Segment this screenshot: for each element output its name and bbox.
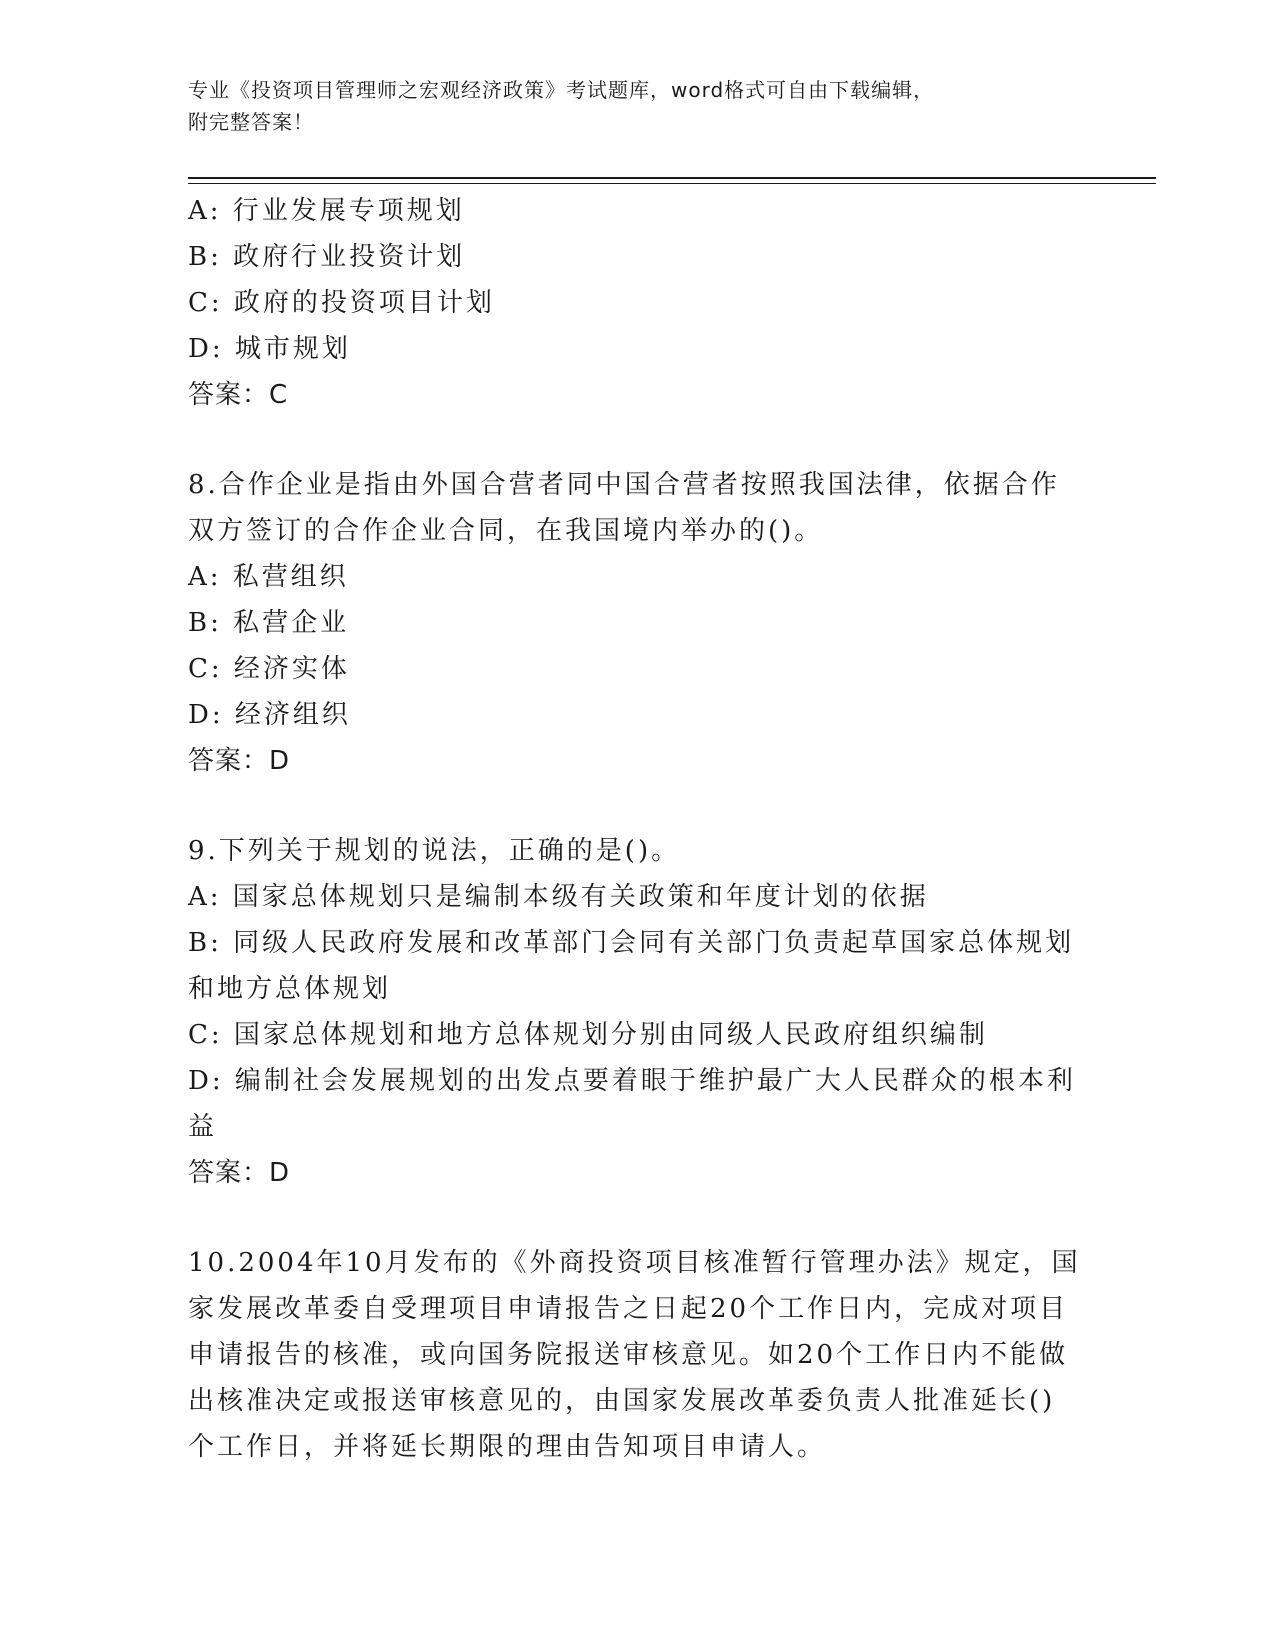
question-7-options: [188, 188, 1088, 372]
option-d: D: 城市规划: [188, 334, 351, 364]
option-a: A: 行业发展专项规划: [188, 196, 465, 226]
question-10-text-line-4: 出核准决定或报送审核意见的，由国家发展改革委负责人批准延长(): [188, 1386, 1056, 1416]
question-10-text-line-5: 个工作日，并将延长期限的理由告知项目申请人。: [188, 1432, 827, 1462]
option-d: D: 经济组织: [188, 700, 351, 730]
option-c: C: 政府的投资项目计划: [188, 288, 495, 318]
question-10-text-line-1: 10.2004年10月发布的《外商投资项目核准暂行管理办法》规定，国: [188, 1248, 1081, 1278]
option-b-continued: 和地方总体规划: [188, 974, 392, 1004]
question-7-answer: 答案：C: [188, 380, 289, 410]
question-8-answer: 答案：D: [188, 746, 291, 776]
question-8: [188, 462, 1088, 784]
option-b: B: 私营企业: [188, 608, 350, 638]
option-d: D: 编制社会发展规划的出发点要着眼于维护最广大人民群众的根本利: [188, 1066, 1076, 1096]
question-9: [188, 828, 1088, 1196]
option-b: B: 同级人民政府发展和改革部门会同有关部门负责起草国家总体规划: [188, 928, 1075, 958]
option-a: A: 私营组织: [188, 562, 349, 592]
question-9-answer: 答案：D: [188, 1158, 291, 1188]
option-b: B: 政府行业投资计划: [188, 242, 466, 272]
option-c: C: 国家总体规划和地方总体规划分别由同级人民政府组织编制: [188, 1020, 988, 1050]
document-header: [188, 74, 1088, 138]
option-a: A: 国家总体规划只是编制本级有关政策和年度计划的依据: [188, 882, 929, 912]
option-d-continued: 益: [188, 1112, 218, 1142]
header-line-2: 附完整答案！: [188, 110, 314, 134]
header-divider-thin: [188, 183, 1156, 184]
question-10: [188, 1240, 1088, 1470]
option-c: C: 经济实体: [188, 654, 350, 684]
header-divider-thick: [188, 177, 1156, 179]
question-content: [188, 188, 1088, 1470]
question-9-text: 9.下列关于规划的说法，正确的是()。: [188, 836, 681, 866]
question-8-text-line-2: 双方签订的合作企业合同，在我国境内举办的()。: [188, 516, 824, 546]
spacer: [188, 418, 1088, 462]
question-10-text-line-3: 申请报告的核准，或向国务院报送审核意见。如20个工作日内不能做: [188, 1340, 1069, 1370]
header-line-1: 专业《投资项目管理师之宏观经济政策》考试题库，word格式可自由下载编辑，: [188, 78, 935, 102]
question-8-text-line-1: 8.合作企业是指由外国合营者同中国合营者按照我国法律，依据合作: [188, 470, 1060, 500]
spacer: [188, 784, 1088, 828]
spacer: [188, 1196, 1088, 1240]
question-10-text-line-2: 家发展改革委自受理项目申请报告之日起20个工作日内，完成对项目: [188, 1294, 1069, 1324]
